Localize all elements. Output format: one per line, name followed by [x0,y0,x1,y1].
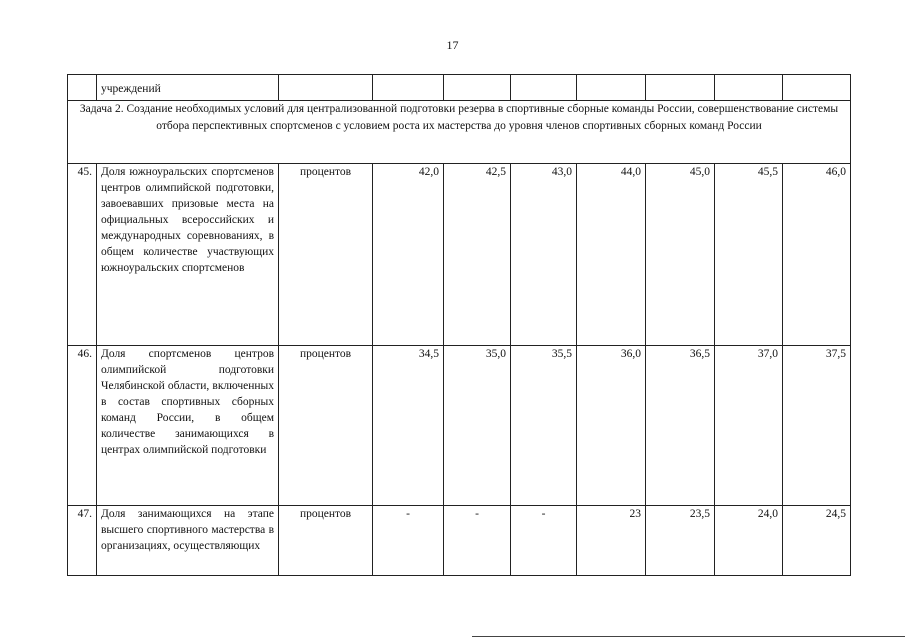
row-description-cell: Доля южноуральских спортсменов центров олимпийской подготовки, завоевавших призовые места на официальных всероссийских и международных соревнованиях, в общем количестве участвующих южноуральских спортсменов [97,164,279,346]
page-number: 17 [446,38,459,52]
value-cell: 45,0 [646,164,715,346]
row-description-cell: учреждений [97,75,279,101]
task-header-row [68,101,851,164]
value-cell [715,75,783,101]
unit-cell: процентов [279,164,373,346]
task-description: Задача 2. Создание необходимых условий для централизованной подготовки резерва в спортивные сборные команды России, совершенствование системы отбора перспективных спортсменов с условием роста их мастерства до уровня членов спортивных сборных команд России [68,101,851,164]
value-cell: 37,0 [715,346,783,506]
table-row [68,346,851,506]
table-row [68,506,851,576]
row-number-cell: 46. [68,346,97,506]
row-description-cell: Доля спортсменов центров олимпийской подготовки Челябинской области, включенных в состав спортивных сборных команд России, в общем количестве занимающихся в центрах олимпийской подготовки [97,346,279,506]
value-cell: 24,5 [783,506,851,576]
value-cell [646,75,715,101]
value-cell: 34,5 [373,346,444,506]
row-number-cell [68,75,97,101]
value-cell: 23 [577,506,646,576]
row-description-cell: Доля занимающихся на этапе высшего спортивного мастерства в организациях, осуществляющих [97,506,279,576]
row-number-cell: 47. [68,506,97,576]
value-cell [783,75,851,101]
page-bottom-rule [472,636,905,637]
value-cell: 45,5 [715,164,783,346]
value-cell [373,75,444,101]
value-cell: 44,0 [577,164,646,346]
value-cell: 23,5 [646,506,715,576]
value-cell: - [373,506,444,576]
table-row [68,164,851,346]
value-cell: 35,5 [511,346,577,506]
value-cell [444,75,511,101]
value-cell: 36,5 [646,346,715,506]
value-cell [577,75,646,101]
value-cell: - [511,506,577,576]
unit-cell [279,75,373,101]
indicators-table [67,74,851,576]
value-cell: 46,0 [783,164,851,346]
value-cell [511,75,577,101]
table-row-continuation [68,75,851,101]
value-cell: 42,5 [444,164,511,346]
value-cell: 42,0 [373,164,444,346]
unit-cell: процентов [279,506,373,576]
value-cell: 43,0 [511,164,577,346]
row-number-cell: 45. [68,164,97,346]
unit-cell: процентов [279,346,373,506]
value-cell: 35,0 [444,346,511,506]
value-cell: - [444,506,511,576]
value-cell: 24,0 [715,506,783,576]
value-cell: 37,5 [783,346,851,506]
value-cell: 36,0 [577,346,646,506]
